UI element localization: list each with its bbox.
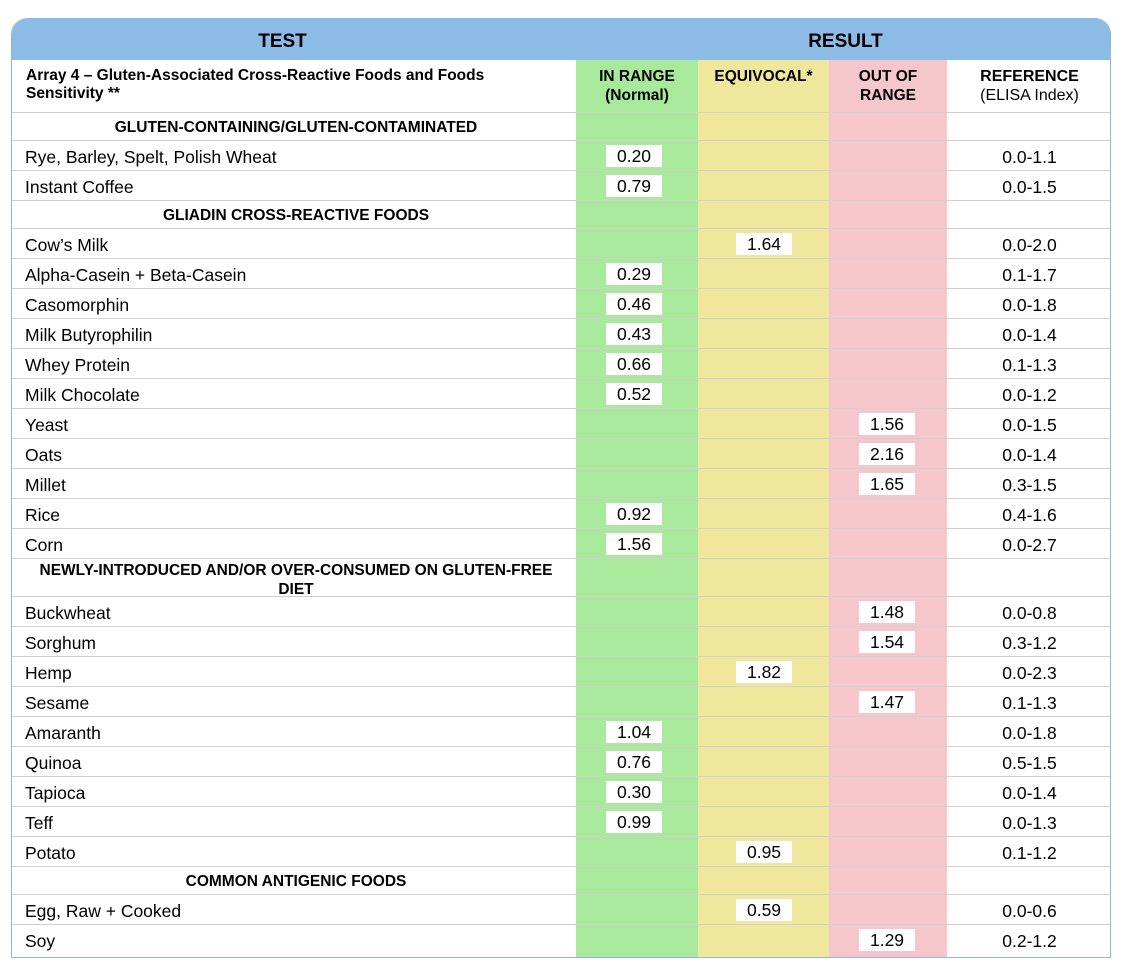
reference-range: 0.0-1.8 xyxy=(1002,723,1057,743)
reference-range: 0.0-1.8 xyxy=(1002,295,1057,315)
test-name: Soy xyxy=(25,931,56,951)
section-title: NEWLY-INTRODUCED AND/OR OVER-CONSUMED ON GLUTEN-FREE DIET xyxy=(39,562,553,598)
test-name: Rice xyxy=(25,505,61,525)
table-row xyxy=(12,746,1111,776)
table-row xyxy=(12,836,1111,866)
table-row xyxy=(12,894,1111,924)
equivocal-label: EQUIVOCAL* xyxy=(714,68,813,85)
table-row xyxy=(12,498,1111,528)
test-name: Sesame xyxy=(25,693,90,713)
result-value: 1.56 xyxy=(606,533,662,555)
out-of-range-label: OUT OF xyxy=(858,68,918,85)
reference-range: 0.0-1.3 xyxy=(1002,813,1057,833)
reference-range: 0.1-1.3 xyxy=(1002,693,1057,713)
test-name: Buckwheat xyxy=(25,603,111,623)
reference-range: 0.0-1.4 xyxy=(1002,445,1057,465)
section-title: GLIADIN CROSS-REACTIVE FOODS xyxy=(162,207,430,224)
test-name: Hemp xyxy=(25,663,72,683)
table-row xyxy=(12,228,1111,258)
result-value: 0.46 xyxy=(606,293,662,315)
section-title: GLUTEN-CONTAINING/GLUTEN-CONTAMINATED xyxy=(114,119,478,136)
reference-range: 0.0-2.0 xyxy=(1002,235,1057,255)
column-headers xyxy=(12,60,1111,112)
result-value: 1.64 xyxy=(736,233,792,255)
reference-range: 0.0-0.8 xyxy=(1002,603,1057,623)
result-value: 1.29 xyxy=(859,929,915,951)
test-name: Rye, Barley, Spelt, Polish Wheat xyxy=(25,147,277,167)
array-title: Array 4 – Gluten-Associated Cross-Reactive Foods and Foods Sensitivity ** xyxy=(26,67,485,102)
reference-range: 0.0-0.6 xyxy=(1002,901,1057,921)
table-row xyxy=(12,408,1111,438)
section-row xyxy=(12,558,1111,596)
test-name: Quinoa xyxy=(25,753,82,773)
result-value: 1.48 xyxy=(859,601,915,623)
table-row xyxy=(12,776,1111,806)
table-row xyxy=(12,438,1111,468)
reference-label: REFERENCE xyxy=(980,68,1079,85)
section-row xyxy=(12,112,1111,140)
result-value: 0.52 xyxy=(606,383,662,405)
test-name: Oats xyxy=(25,445,62,465)
table-body xyxy=(12,112,1111,954)
result-value: 1.54 xyxy=(859,631,915,653)
reference-sublabel: (ELISA Index) xyxy=(980,87,1079,104)
result-value: 0.59 xyxy=(736,899,792,921)
result-value: 0.66 xyxy=(606,353,662,375)
table-row xyxy=(12,924,1111,954)
table-row xyxy=(12,716,1111,746)
test-name: Yeast xyxy=(25,415,69,435)
table-row xyxy=(12,626,1111,656)
reference-range: 0.0-1.1 xyxy=(1002,147,1057,167)
table-row xyxy=(12,806,1111,836)
reference-range: 0.0-2.3 xyxy=(1002,663,1057,683)
results-table xyxy=(11,18,1111,958)
test-name: Tapioca xyxy=(25,783,86,803)
result-value: 2.16 xyxy=(859,443,915,465)
table-row xyxy=(12,140,1111,170)
result-value: 1.65 xyxy=(859,473,915,495)
result-value: 1.47 xyxy=(859,691,915,713)
test-name: Casomorphin xyxy=(25,295,130,315)
table-row xyxy=(12,656,1111,686)
section-title: COMMON ANTIGENIC FOODS xyxy=(185,873,407,890)
table-row xyxy=(12,258,1111,288)
result-value: 0.92 xyxy=(606,503,662,525)
reference-range: 0.0-2.7 xyxy=(1002,535,1057,555)
test-name: Cow’s Milk xyxy=(25,235,109,255)
test-name: Millet xyxy=(25,475,66,495)
result-value: 1.04 xyxy=(606,721,662,743)
table-row xyxy=(12,318,1111,348)
result-value: 0.43 xyxy=(606,323,662,345)
table-row xyxy=(12,288,1111,318)
reference-range: 0.0-1.5 xyxy=(1002,415,1057,435)
table-row xyxy=(12,378,1111,408)
reference-range: 0.3-1.5 xyxy=(1002,475,1057,495)
test-name: Milk Butyrophilin xyxy=(25,325,153,345)
reference-range: 0.0-1.4 xyxy=(1002,783,1057,803)
result-value: 0.20 xyxy=(606,145,662,167)
table-row xyxy=(12,528,1111,558)
reference-range: 0.1-1.3 xyxy=(1002,355,1057,375)
reference-range: 0.0-1.5 xyxy=(1002,177,1057,197)
out-of-range-sublabel: RANGE xyxy=(860,87,916,104)
reference-range: 0.1-1.2 xyxy=(1002,843,1057,863)
result-value: 0.30 xyxy=(606,781,662,803)
equivocal-header xyxy=(698,67,829,86)
result-value: 1.56 xyxy=(859,413,915,435)
out-of-range-header xyxy=(829,67,947,105)
test-name: Whey Protein xyxy=(25,355,131,375)
reference-range: 0.4-1.6 xyxy=(1002,505,1057,525)
test-header: TEST xyxy=(258,31,307,52)
table-row xyxy=(12,468,1111,498)
table-row xyxy=(12,170,1111,200)
reference-range: 0.2-1.2 xyxy=(1002,931,1057,951)
table-header xyxy=(12,18,1111,60)
test-name: Amaranth xyxy=(25,723,101,743)
test-name: Corn xyxy=(25,535,63,555)
result-value: 1.82 xyxy=(736,661,792,683)
test-name: Teff xyxy=(25,813,53,833)
result-value: 0.29 xyxy=(606,263,662,285)
test-name: Milk Chocolate xyxy=(25,385,140,405)
test-name: Egg, Raw + Cooked xyxy=(25,901,182,921)
section-row xyxy=(12,200,1111,228)
result-value: 0.99 xyxy=(606,811,662,833)
result-header: RESULT xyxy=(808,31,883,52)
table-row xyxy=(12,686,1111,716)
reference-range: 0.1-1.7 xyxy=(1002,265,1057,285)
in-range-sublabel: (Normal) xyxy=(605,87,669,104)
reference-header xyxy=(947,67,1111,105)
test-name: Sorghum xyxy=(25,633,97,653)
section-row xyxy=(12,866,1111,894)
test-name: Potato xyxy=(25,843,76,863)
reference-range: 0.0-1.4 xyxy=(1002,325,1057,345)
test-name: Alpha-Casein + Beta-Casein xyxy=(25,265,247,285)
test-name: Instant Coffee xyxy=(25,177,134,197)
result-value: 0.95 xyxy=(736,841,792,863)
table-row xyxy=(12,348,1111,378)
reference-range: 0.3-1.2 xyxy=(1002,633,1057,653)
reference-range: 0.0-1.2 xyxy=(1002,385,1057,405)
reference-range: 0.5-1.5 xyxy=(1002,753,1057,773)
in-range-label: IN RANGE xyxy=(599,68,675,85)
result-value: 0.79 xyxy=(606,175,662,197)
table-row xyxy=(12,596,1111,626)
in-range-header xyxy=(576,67,698,105)
result-value: 0.76 xyxy=(606,751,662,773)
